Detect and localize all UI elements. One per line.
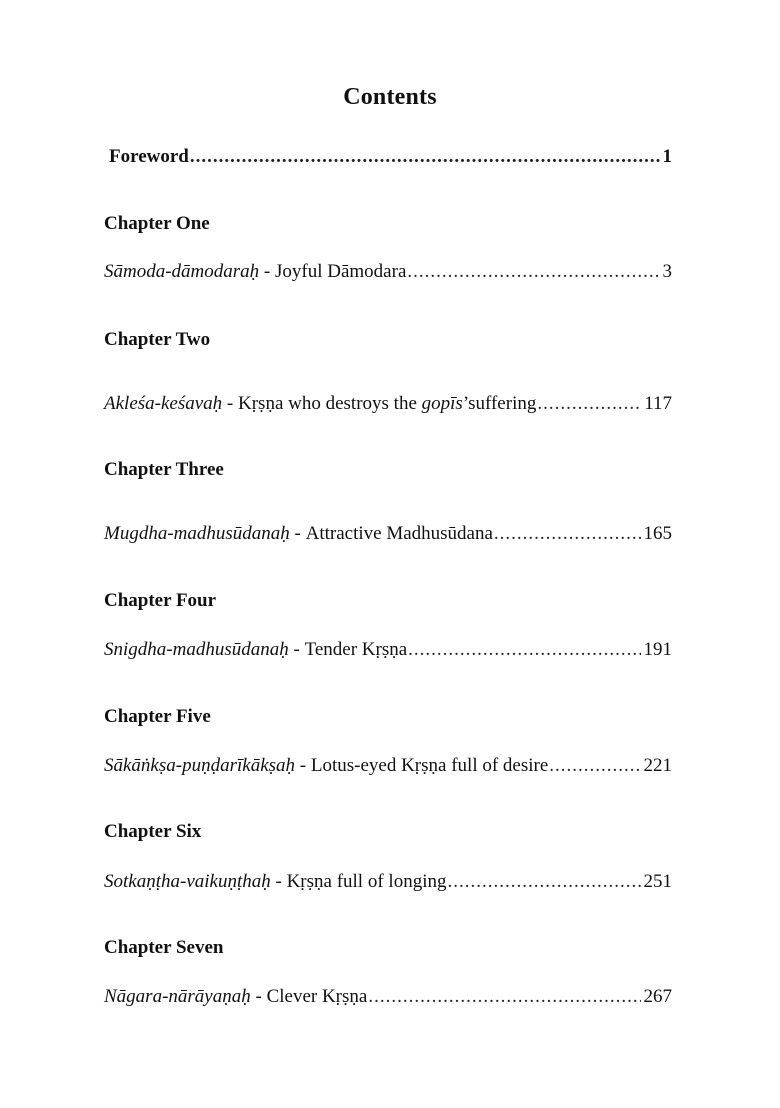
toc-page-number: 267 xyxy=(643,986,672,1007)
title-separator: - xyxy=(259,261,275,282)
page-title: Contents xyxy=(343,84,437,110)
english-title: Lotus-eyed Kṛṣṇa full of desire xyxy=(310,755,549,776)
title-separator: - xyxy=(250,986,267,1007)
english-title-part: Kṛṣṇa who destroys the xyxy=(238,393,422,414)
english-title-part: ’suffering xyxy=(462,393,537,414)
english-title: Kṛṣṇa full of longing xyxy=(286,871,447,892)
toc-page-number: 191 xyxy=(643,639,672,660)
title-separator: - xyxy=(222,393,238,414)
english-title: Joyful Dāmodara xyxy=(275,261,407,282)
leader-dots xyxy=(368,986,640,1008)
toc-page-number: 1 xyxy=(662,146,672,167)
title-separator: - xyxy=(288,639,305,660)
leader-dots xyxy=(447,871,640,893)
chapter-heading-five: Chapter Five xyxy=(104,706,211,727)
sanskrit-title: Sāmoda-dāmodaraḥ xyxy=(104,261,260,282)
title-separator: - xyxy=(270,871,287,892)
sanskrit-title: Snigdha-madhusūdanaḥ xyxy=(104,639,289,660)
chapter-heading-two: Chapter Two xyxy=(104,329,211,350)
leader-dots xyxy=(408,639,640,661)
sanskrit-title: Sotkaṇṭha-vaikuṇṭhaḥ xyxy=(104,871,271,892)
toc-entry-chapter-six[interactable] xyxy=(104,871,672,893)
leader-dots xyxy=(407,261,659,283)
chapter-heading-six: Chapter Six xyxy=(104,821,202,842)
sanskrit-title: Mugdha-madhusūdanaḥ xyxy=(104,523,290,544)
toc-entry-chapter-four[interactable] xyxy=(104,639,672,661)
toc-page-number: 3 xyxy=(662,261,672,282)
sanskrit-title: Nāgara-nārāyaṇaḥ xyxy=(104,986,251,1007)
leader-dots xyxy=(494,523,641,545)
chapter-heading-one: Chapter One xyxy=(104,213,210,234)
english-title: Attractive Madhusūdana xyxy=(305,523,493,544)
chapter-heading-four: Chapter Four xyxy=(104,590,217,611)
leader-dots xyxy=(537,393,641,415)
toc-page-number: 165 xyxy=(643,523,672,544)
toc-entry-foreword[interactable] xyxy=(109,146,672,168)
english-title: Tender Kṛṣṇa xyxy=(304,639,408,660)
leader-dots xyxy=(549,755,640,777)
title-separator: - xyxy=(295,755,311,776)
sanskrit-title: Sākāṅkṣa-puṇḍarīkākṣaḥ xyxy=(104,755,296,776)
toc-entry-chapter-three[interactable] xyxy=(104,523,672,545)
sanskrit-title: Akleśa-keśavaḥ xyxy=(104,393,223,414)
toc-entry-label: Foreword xyxy=(109,146,189,167)
toc-entry-chapter-seven[interactable] xyxy=(104,986,672,1008)
toc-page-number: 251 xyxy=(643,871,672,892)
toc-page-number: 221 xyxy=(643,755,672,776)
english-title-italic: gopīs xyxy=(421,393,463,414)
toc-entry-chapter-two[interactable] xyxy=(104,393,672,415)
title-separator: - xyxy=(289,523,306,544)
toc-entry-chapter-five[interactable] xyxy=(104,755,672,777)
english-title: Clever Kṛṣṇa xyxy=(266,986,368,1007)
chapter-heading-seven: Chapter Seven xyxy=(104,937,224,958)
chapter-heading-three: Chapter Three xyxy=(104,459,224,480)
toc-entry-chapter-one[interactable] xyxy=(104,261,672,283)
toc-page-number: 117 xyxy=(644,393,672,414)
leader-dots xyxy=(190,146,660,168)
